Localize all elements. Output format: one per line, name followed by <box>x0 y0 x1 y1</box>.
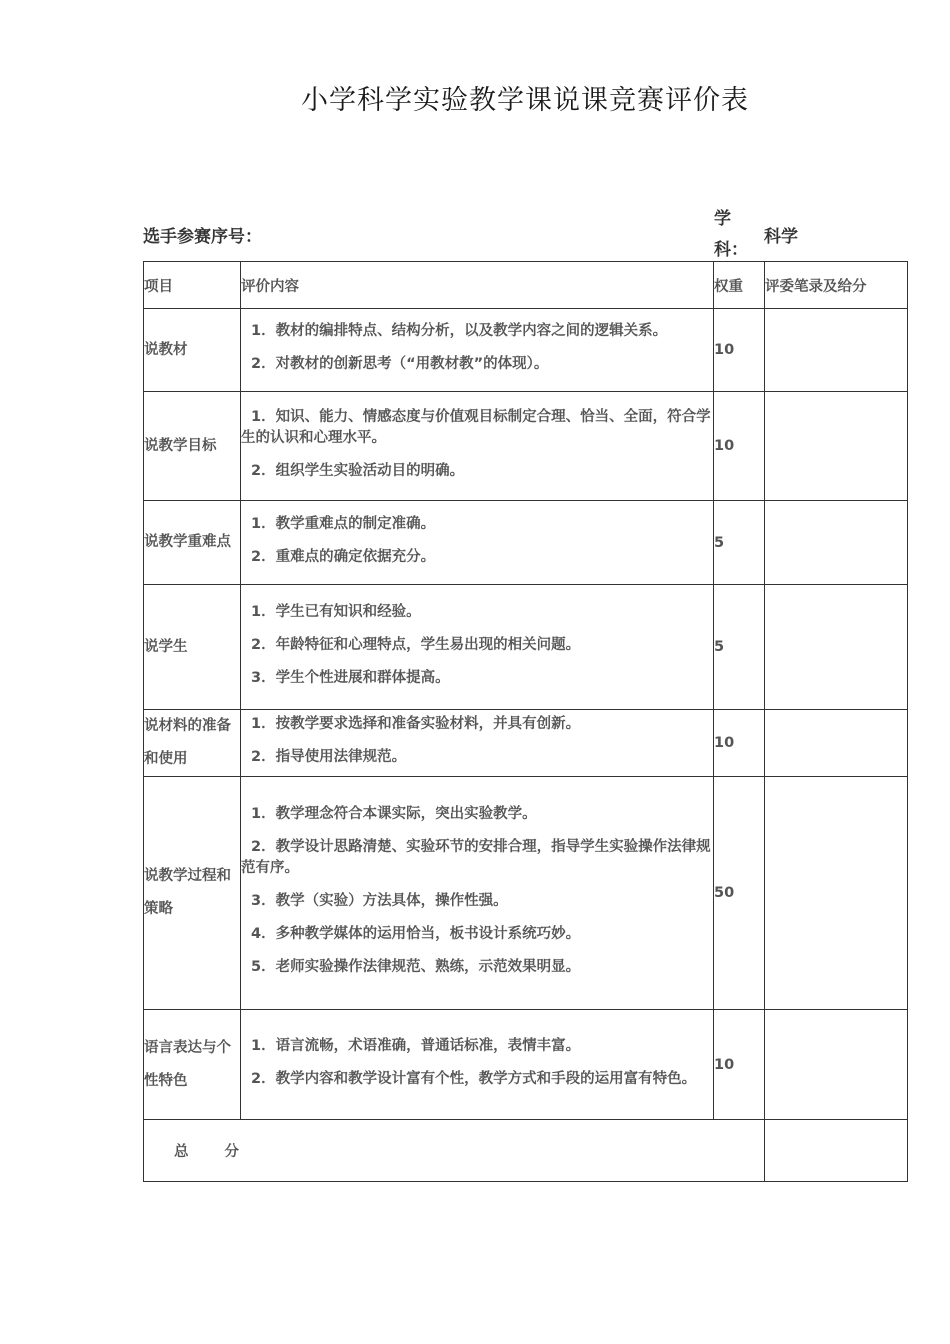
row-weight: 50 <box>714 777 765 1010</box>
content-line <box>241 405 713 455</box>
content-line-text: 2．对教材的创新思考（“用教材教”的体现）。 <box>251 356 549 372</box>
row-weight: 5 <box>714 501 765 585</box>
content-line <box>241 455 713 488</box>
content-line <box>241 512 713 541</box>
evaluation-table <box>143 261 908 1182</box>
row-item: 说教学重难点 <box>144 501 241 585</box>
content-line-text: 3．学生个性进展和群体提高。 <box>251 669 450 686</box>
row-weight: 10 <box>714 1010 765 1120</box>
row-weight: 10 <box>714 309 765 392</box>
content-line-text: 2．年龄特征和心理特点，学生易出现的相关问题。 <box>251 636 581 653</box>
row-judge-score-cell[interactable] <box>765 1010 908 1120</box>
total-row <box>144 1120 908 1182</box>
content-line-text: 1．教学重难点的制定准确。 <box>251 515 436 532</box>
content-line <box>241 918 713 951</box>
content-line-text: 1．学生已有知识和经验。 <box>251 603 421 620</box>
content-line <box>241 712 713 741</box>
row-judge-score-cell[interactable] <box>765 710 908 777</box>
content-line-text: 1．语言流畅，术语准确，普通话标准，表情丰富。 <box>251 1037 581 1054</box>
content-line <box>241 741 713 774</box>
row-content <box>241 1010 714 1120</box>
header-judge-notes: 评委笔录及给分 <box>765 262 908 309</box>
total-label <box>144 1120 765 1182</box>
table-row <box>144 585 908 710</box>
content-line <box>241 541 713 574</box>
total-label-part-1: 总 <box>174 1144 189 1160</box>
total-label-part-2: 分 <box>224 1144 239 1160</box>
row-content <box>241 501 714 585</box>
row-judge-score-cell[interactable] <box>765 501 908 585</box>
content-line-text: 2．教学内容和教学设计富有个性，教学方式和手段的运用富有特色。 <box>251 1070 697 1087</box>
content-line <box>241 951 713 984</box>
row-content <box>241 710 714 777</box>
header-weight: 权重 <box>714 262 765 309</box>
content-line-text: 4．多种教学媒体的运用恰当，板书设计系统巧妙。 <box>251 926 581 942</box>
row-weight: 5 <box>714 585 765 710</box>
row-judge-score-cell[interactable] <box>765 309 908 392</box>
content-line-text: 5．老师实验操作法律规范、熟练，示范效果明显。 <box>251 959 581 975</box>
content-line-text: 2．指导使用法律规范。 <box>251 749 407 765</box>
content-line-text: 2．重难点的确定依据充分。 <box>251 548 436 565</box>
total-score-cell[interactable] <box>765 1120 908 1182</box>
row-item: 说教学目标 <box>144 392 241 501</box>
content-line-text: 2．教学设计思路清楚、实验环节的安排合理，指导学生实验操作法律规范有序。 <box>241 839 711 876</box>
table-row <box>144 309 908 392</box>
content-line-text: 2．组织学生实验活动目的明确。 <box>251 462 465 479</box>
row-weight: 10 <box>714 392 765 501</box>
table-row <box>144 777 908 1010</box>
content-line <box>241 885 713 918</box>
content-line <box>241 319 713 348</box>
content-line <box>241 1063 713 1096</box>
subject-value: 科学 <box>764 227 798 247</box>
row-item: 说学生 <box>144 585 241 710</box>
table-row <box>144 501 908 585</box>
row-item: 说材料的准备和使用 <box>144 710 241 777</box>
row-item: 说教材 <box>144 309 241 392</box>
content-line <box>241 348 713 381</box>
content-line <box>241 629 713 662</box>
table-row <box>144 1010 908 1120</box>
row-item: 语言表达与个性特色 <box>144 1010 241 1120</box>
row-judge-score-cell[interactable] <box>765 777 908 1010</box>
row-content <box>241 392 714 501</box>
content-line-text: 1．知识、能力、情感态度与价值观目标制定合理、恰当、全面，符合学生的认识和心理水平。 <box>241 408 711 446</box>
content-line <box>241 1034 713 1063</box>
content-line-text: 3．教学（实验）方法具体，操作性强。 <box>251 893 508 909</box>
content-line <box>241 802 713 831</box>
row-weight: 10 <box>714 710 765 777</box>
row-judge-score-cell[interactable] <box>765 585 908 710</box>
row-content <box>241 585 714 710</box>
content-line-text: 1．教学理念符合本课实际，突出实验教学。 <box>251 806 537 822</box>
table-row <box>144 392 908 501</box>
row-judge-score-cell[interactable] <box>765 392 908 501</box>
content-line <box>241 831 713 885</box>
header-item: 项目 <box>144 262 241 309</box>
row-content <box>241 309 714 392</box>
row-item: 说教学过程和策略 <box>144 777 241 1010</box>
table-header-row <box>144 262 908 309</box>
header-content: 评价内容 <box>241 262 714 309</box>
page-title: 小学科学实验教学课说课竞赛评价表 <box>301 85 749 116</box>
content-line-text: 1．按教学要求选择和准备实验材料，并具有创新。 <box>251 716 581 732</box>
participant-number-label: 选手参赛序号： <box>143 227 262 247</box>
content-line <box>241 662 713 695</box>
subject-label: 学科： <box>714 209 748 260</box>
content-line <box>241 600 713 629</box>
row-content <box>241 777 714 1010</box>
table-row <box>144 710 908 777</box>
content-line-text: 1．教材的编排特点、结构分析，以及教学内容之间的逻辑关系。 <box>251 323 668 339</box>
